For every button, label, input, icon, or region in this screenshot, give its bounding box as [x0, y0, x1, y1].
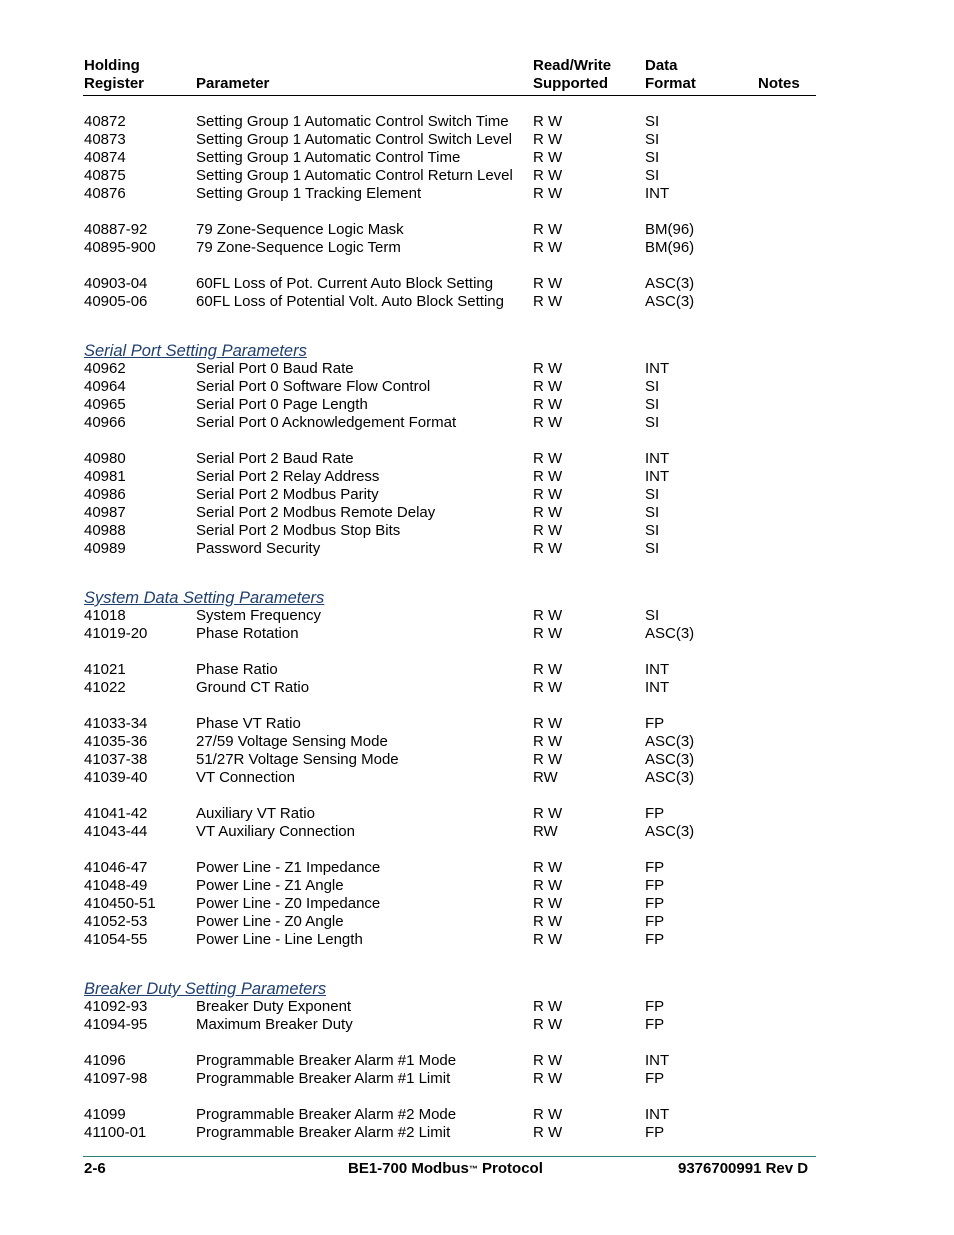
- read-write-cell: R W: [533, 221, 563, 238]
- data-format-cell: INT: [645, 360, 670, 377]
- table-row: [0, 769, 954, 787]
- table-row: [0, 185, 954, 203]
- register-cell: 41021: [84, 661, 126, 678]
- data-format-cell: FP: [645, 805, 665, 822]
- data-format-cell: ASC(3): [645, 733, 695, 750]
- table-row: [0, 396, 954, 414]
- table-row: [0, 149, 954, 167]
- table-row: [0, 468, 954, 486]
- register-cell: 40895-900: [84, 239, 156, 256]
- header-notes: Notes: [758, 75, 800, 92]
- table-row: [0, 607, 954, 625]
- register-cell: 41041-42: [84, 805, 148, 822]
- table-row: [0, 1106, 954, 1124]
- parameter-cell: VT Connection: [196, 769, 295, 786]
- table-row: [0, 275, 954, 293]
- data-format-cell: BM(96): [645, 239, 695, 256]
- read-write-cell: R W: [533, 293, 563, 310]
- table-row: [0, 661, 954, 679]
- read-write-cell: R W: [533, 1052, 563, 1069]
- table-row: [0, 679, 954, 697]
- table-row: [0, 998, 954, 1016]
- parameter-cell: 79 Zone-Sequence Logic Term: [196, 239, 401, 256]
- register-cell: 41099: [84, 1106, 126, 1123]
- data-format-cell: SI: [645, 414, 660, 431]
- register-cell: 41094-95: [84, 1016, 148, 1033]
- register-cell: 40887-92: [84, 221, 148, 238]
- register-cell: 41097-98: [84, 1070, 148, 1087]
- parameter-cell: 79 Zone-Sequence Logic Mask: [196, 221, 404, 238]
- table-row: [0, 113, 954, 131]
- header-data: Data: [645, 57, 678, 74]
- parameter-cell: Power Line - Line Length: [196, 931, 363, 948]
- table-row: [0, 913, 954, 931]
- table-row: [0, 715, 954, 733]
- read-write-cell: R W: [533, 661, 563, 678]
- read-write-cell: R W: [533, 913, 563, 930]
- read-write-cell: R W: [533, 715, 563, 732]
- data-format-cell: ASC(3): [645, 625, 695, 642]
- data-format-cell: SI: [645, 149, 660, 166]
- header-format: Format: [645, 75, 696, 92]
- data-format-cell: INT: [645, 468, 670, 485]
- table-row: [0, 239, 954, 257]
- table-row: [0, 625, 954, 643]
- header-supported: Supported: [533, 75, 608, 92]
- parameter-cell: Phase Rotation: [196, 625, 299, 642]
- parameter-cell: Password Security: [196, 540, 321, 557]
- register-cell: 41092-93: [84, 998, 148, 1015]
- parameter-cell: Setting Group 1 Automatic Control Switch Time: [196, 113, 509, 130]
- parameter-cell: Phase VT Ratio: [196, 715, 301, 732]
- register-cell: 40980: [84, 450, 126, 467]
- register-cell: 41037-38: [84, 751, 148, 768]
- register-cell: 40872: [84, 113, 126, 130]
- read-write-cell: R W: [533, 733, 563, 750]
- table-row: [0, 504, 954, 522]
- table-row: [0, 522, 954, 540]
- read-write-cell: R W: [533, 468, 563, 485]
- read-write-cell: R W: [533, 185, 563, 202]
- parameter-cell: Serial Port 0 Software Flow Control: [196, 378, 431, 395]
- data-format-cell: ASC(3): [645, 769, 695, 786]
- data-format-cell: SI: [645, 522, 660, 539]
- read-write-cell: R W: [533, 1070, 563, 1087]
- register-cell: 41035-36: [84, 733, 148, 750]
- parameter-cell: Setting Group 1 Automatic Control Time: [196, 149, 461, 166]
- data-format-cell: FP: [645, 1070, 665, 1087]
- header-read-write: Read/Write: [533, 57, 612, 74]
- header-holding: Holding: [84, 57, 140, 74]
- data-format-cell: SI: [645, 378, 660, 395]
- parameter-cell: 27/59 Voltage Sensing Mode: [196, 733, 388, 750]
- parameter-cell: Serial Port 2 Baud Rate: [196, 450, 354, 467]
- read-write-cell: R W: [533, 239, 563, 256]
- trademark-symbol: ™: [468, 1164, 478, 1174]
- data-format-cell: SI: [645, 486, 660, 503]
- table-row: [0, 823, 954, 841]
- header-data-format: [645, 57, 696, 93]
- header-divider: [83, 95, 816, 96]
- data-format-cell: SI: [645, 131, 660, 148]
- table-row: [0, 486, 954, 504]
- register-cell: 40987: [84, 504, 126, 521]
- parameter-cell: Serial Port 2 Modbus Remote Delay: [196, 504, 436, 521]
- table-row: [0, 931, 954, 949]
- header-read-write-supported: [533, 57, 611, 93]
- read-write-cell: R W: [533, 504, 563, 521]
- parameter-cell: Breaker Duty Exponent: [196, 998, 352, 1015]
- data-format-cell: FP: [645, 913, 665, 930]
- data-format-cell: ASC(3): [645, 751, 695, 768]
- register-cell: 41018: [84, 607, 126, 624]
- table-row: [0, 1070, 954, 1088]
- register-cell: 40981: [84, 468, 126, 485]
- table-row: [0, 895, 954, 913]
- footer-page-number: 2-6: [84, 1160, 106, 1177]
- read-write-cell: R W: [533, 1106, 563, 1123]
- table-row: [0, 540, 954, 558]
- parameter-cell: Power Line - Z0 Angle: [196, 913, 344, 930]
- footer-document-title: [348, 1160, 543, 1178]
- data-format-cell: FP: [645, 931, 665, 948]
- data-format-cell: INT: [645, 1106, 670, 1123]
- register-cell: 40876: [84, 185, 126, 202]
- register-cell: 40964: [84, 378, 126, 395]
- data-format-cell: FP: [645, 859, 665, 876]
- parameter-cell: 60FL Loss of Pot. Current Auto Block Setting: [196, 275, 494, 292]
- read-write-cell: R W: [533, 167, 563, 184]
- table-row: [0, 221, 954, 239]
- parameter-cell: Programmable Breaker Alarm #2 Mode: [196, 1106, 457, 1123]
- data-format-cell: SI: [645, 396, 660, 413]
- header-holding-register: [84, 57, 144, 93]
- data-format-cell: FP: [645, 1016, 665, 1033]
- data-format-cell: ASC(3): [645, 275, 695, 292]
- parameter-cell: 60FL Loss of Potential Volt. Auto Block Setting: [196, 293, 504, 310]
- register-cell: 41043-44: [84, 823, 148, 840]
- data-format-cell: SI: [645, 113, 660, 130]
- read-write-cell: R W: [533, 149, 563, 166]
- parameter-cell: Serial Port 0 Page Length: [196, 396, 368, 413]
- data-format-cell: SI: [645, 607, 660, 624]
- data-format-cell: INT: [645, 185, 670, 202]
- parameter-cell: Serial Port 0 Acknowledgement Format: [196, 414, 457, 431]
- register-cell: 40988: [84, 522, 126, 539]
- read-write-cell: R W: [533, 859, 563, 876]
- table-row: [0, 877, 954, 895]
- data-format-cell: SI: [645, 540, 660, 557]
- register-cell: 41096: [84, 1052, 126, 1069]
- table-row: [0, 360, 954, 378]
- register-cell: 41046-47: [84, 859, 148, 876]
- header-register: Register: [84, 75, 145, 92]
- footer-title-suffix: Protocol: [477, 1160, 543, 1177]
- parameter-cell: Programmable Breaker Alarm #1 Mode: [196, 1052, 457, 1069]
- read-write-cell: R W: [533, 414, 563, 431]
- read-write-cell: R W: [533, 805, 563, 822]
- table-row: [0, 414, 954, 432]
- register-cell: 410450-51: [84, 895, 156, 912]
- data-format-cell: FP: [645, 895, 665, 912]
- parameter-cell: Phase Ratio: [196, 661, 278, 678]
- parameter-cell: Maximum Breaker Duty: [196, 1016, 353, 1033]
- register-cell: 40966: [84, 414, 126, 431]
- data-format-cell: INT: [645, 450, 670, 467]
- parameter-cell: System Frequency: [196, 607, 322, 624]
- footer-divider: [83, 1156, 816, 1157]
- header-parameter: Parameter: [196, 75, 270, 92]
- parameter-cell: Auxiliary VT Ratio: [196, 805, 315, 822]
- read-write-cell: R W: [533, 378, 563, 395]
- register-cell: 40989: [84, 540, 126, 557]
- register-cell: 40903-04: [84, 275, 148, 292]
- data-format-cell: ASC(3): [645, 293, 695, 310]
- data-format-cell: INT: [645, 1052, 670, 1069]
- read-write-cell: R W: [533, 396, 563, 413]
- table-header: [0, 0, 954, 100]
- table-row: [0, 751, 954, 769]
- table-row: [0, 450, 954, 468]
- table-row: [0, 1124, 954, 1142]
- register-cell: 41039-40: [84, 769, 148, 786]
- read-write-cell: R W: [533, 540, 563, 557]
- data-format-cell: FP: [645, 998, 665, 1015]
- data-format-cell: INT: [645, 679, 670, 696]
- parameter-cell: Setting Group 1 Automatic Control Switch Level: [196, 131, 512, 148]
- register-cell: 41019-20: [84, 625, 148, 642]
- read-write-cell: R W: [533, 486, 563, 503]
- data-format-cell: FP: [645, 715, 665, 732]
- read-write-cell: RW: [533, 823, 558, 840]
- read-write-cell: R W: [533, 607, 563, 624]
- register-cell: 41054-55: [84, 931, 148, 948]
- parameter-cell: Power Line - Z1 Impedance: [196, 859, 381, 876]
- parameter-cell: Serial Port 0 Baud Rate: [196, 360, 354, 377]
- data-format-cell: BM(96): [645, 221, 695, 238]
- table-row: [0, 378, 954, 396]
- table-row: [0, 805, 954, 823]
- data-format-cell: ASC(3): [645, 823, 695, 840]
- register-cell: 41052-53: [84, 913, 148, 930]
- table-row: [0, 859, 954, 877]
- table-row: [0, 1016, 954, 1034]
- parameter-cell: Serial Port 2 Relay Address: [196, 468, 380, 485]
- table-row: [0, 293, 954, 311]
- read-write-cell: R W: [533, 450, 563, 467]
- parameter-cell: Setting Group 1 Tracking Element: [196, 185, 422, 202]
- data-format-cell: INT: [645, 661, 670, 678]
- parameter-cell: Ground CT Ratio: [196, 679, 310, 696]
- parameter-cell: 51/27R Voltage Sensing Mode: [196, 751, 399, 768]
- read-write-cell: R W: [533, 877, 563, 894]
- read-write-cell: R W: [533, 998, 563, 1015]
- register-cell: 40962: [84, 360, 126, 377]
- register-cell: 41022: [84, 679, 126, 696]
- register-cell: 40905-06: [84, 293, 148, 310]
- read-write-cell: R W: [533, 1124, 563, 1141]
- read-write-cell: R W: [533, 113, 563, 130]
- read-write-cell: R W: [533, 1016, 563, 1033]
- read-write-cell: R W: [533, 522, 563, 539]
- read-write-cell: R W: [533, 275, 563, 292]
- footer-title-text: BE1-700 Modbus: [348, 1160, 469, 1177]
- register-cell: 40875: [84, 167, 126, 184]
- read-write-cell: R W: [533, 360, 563, 377]
- register-cell: 40873: [84, 131, 126, 148]
- register-cell: 41048-49: [84, 877, 148, 894]
- read-write-cell: R W: [533, 895, 563, 912]
- data-format-cell: FP: [645, 877, 665, 894]
- parameter-cell: Programmable Breaker Alarm #1 Limit: [196, 1070, 451, 1087]
- parameter-cell: Serial Port 2 Modbus Stop Bits: [196, 522, 401, 539]
- register-cell: 41033-34: [84, 715, 148, 732]
- read-write-cell: RW: [533, 769, 558, 786]
- table-row: [0, 1052, 954, 1070]
- parameter-cell: VT Auxiliary Connection: [196, 823, 355, 840]
- table-row: [0, 167, 954, 185]
- register-cell: 41100-01: [84, 1124, 147, 1141]
- parameter-cell: Setting Group 1 Automatic Control Return Level: [196, 167, 513, 184]
- register-cell: 40965: [84, 396, 126, 413]
- read-write-cell: R W: [533, 131, 563, 148]
- read-write-cell: R W: [533, 625, 563, 642]
- parameter-cell: Serial Port 2 Modbus Parity: [196, 486, 379, 503]
- parameter-cell: Power Line - Z1 Angle: [196, 877, 344, 894]
- section-title: System Data Setting Parameters: [84, 589, 325, 607]
- table-row: [0, 733, 954, 751]
- read-write-cell: R W: [533, 751, 563, 768]
- register-cell: 40874: [84, 149, 126, 166]
- section-title: Breaker Duty Setting Parameters: [84, 980, 327, 998]
- data-format-cell: SI: [645, 167, 660, 184]
- read-write-cell: R W: [533, 931, 563, 948]
- parameter-cell: Programmable Breaker Alarm #2 Limit: [196, 1124, 451, 1141]
- data-format-cell: FP: [645, 1124, 665, 1141]
- read-write-cell: R W: [533, 679, 563, 696]
- data-format-cell: SI: [645, 504, 660, 521]
- register-cell: 40986: [84, 486, 126, 503]
- table-row: [0, 131, 954, 149]
- footer-doc-number: 9376700991 Rev D: [678, 1160, 809, 1177]
- parameter-cell: Power Line - Z0 Impedance: [196, 895, 381, 912]
- section-title: Serial Port Setting Parameters: [84, 342, 307, 360]
